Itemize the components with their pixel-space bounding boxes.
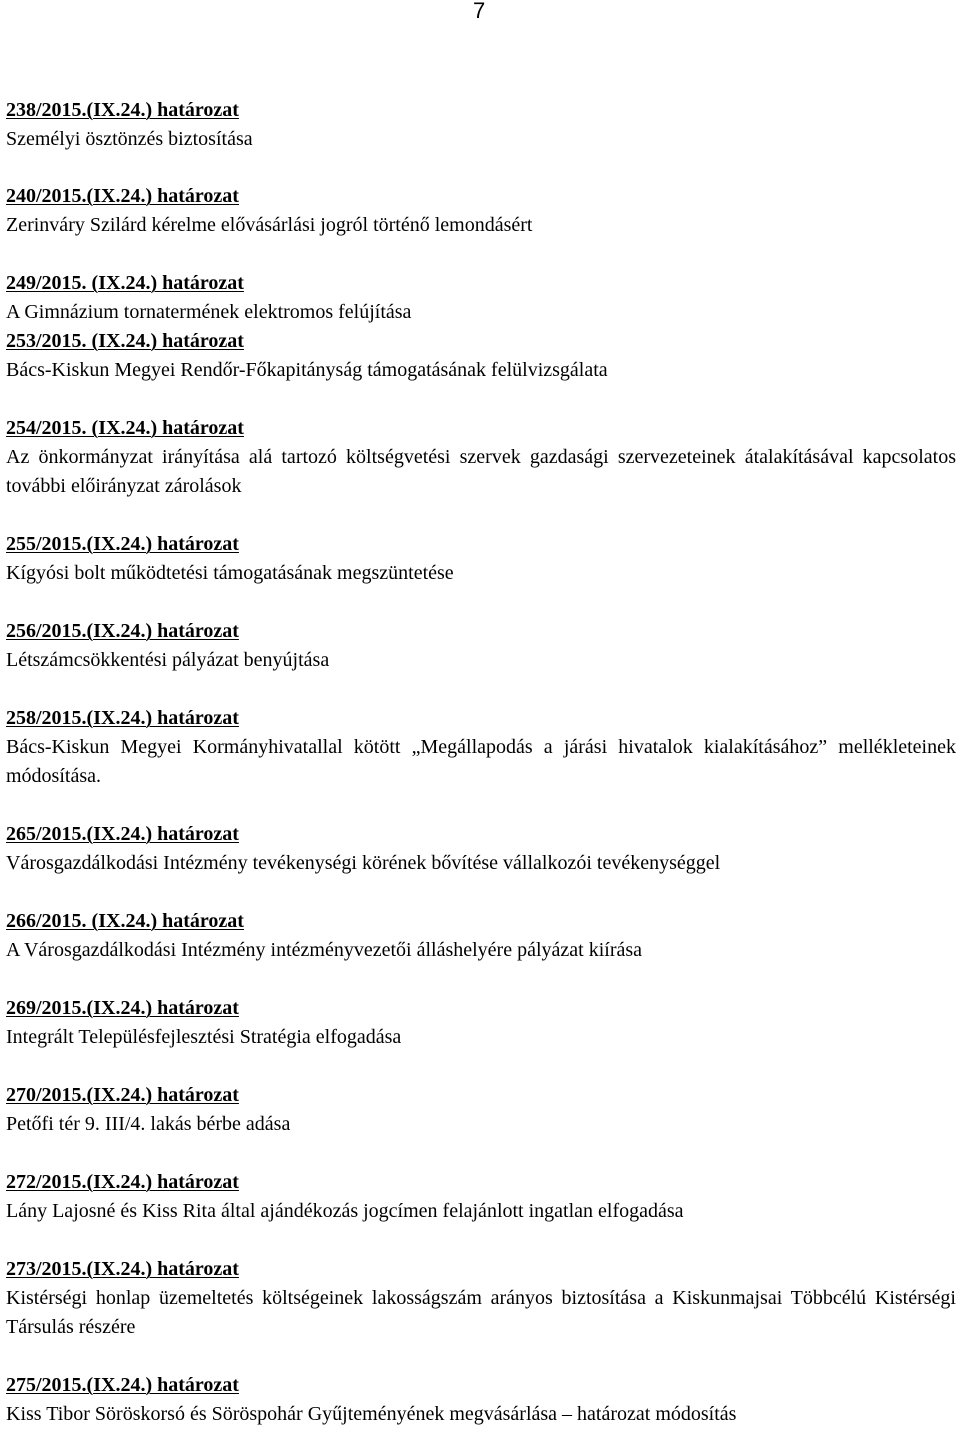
resolution-subject: Lány Lajosné és Kiss Rita által ajándékozás jogcímen felajánlott ingatlan elfogadása: [6, 1200, 684, 1222]
resolution-title: 272/2015.(IX.24.) határozat: [6, 1171, 239, 1193]
resolution-subject: Kígyósi bolt működtetési támogatásának megszüntetése: [6, 562, 454, 584]
resolution-title: 256/2015.(IX.24.) határozat: [6, 620, 239, 642]
resolution-subject: Létszámcsökkentési pályázat benyújtása: [6, 649, 330, 671]
resolution-entry: [6, 617, 956, 675]
resolution-title: 238/2015.(IX.24.) határozat: [6, 99, 239, 121]
resolution-entry: [6, 1168, 956, 1226]
resolution-subject: Petőfi tér 9. III/4. lakás bérbe adása: [6, 1113, 291, 1135]
resolution-subject: A Gimnázium tornatermének elektromos felújítása: [6, 301, 412, 323]
resolution-title: 266/2015. (IX.24.) határozat: [6, 910, 244, 932]
resolution-entry: [6, 704, 956, 791]
resolution-subject: Személyi ösztönzés biztosítása: [6, 128, 253, 150]
resolution-entry: [6, 994, 956, 1052]
resolution-subject: Integrált Településfejlesztési Stratégia elfogadása: [6, 1026, 402, 1048]
resolution-subject: Kistérségi honlap üzemeltetés költségeinek lakosságszám arányos biztosítása a Kiskunmajsai Többcélú Kistérségi Társulás részére: [6, 1287, 956, 1338]
resolution-entry: [6, 907, 956, 965]
resolution-entry: [6, 820, 956, 878]
resolution-entry: [6, 327, 956, 385]
resolution-title: 273/2015.(IX.24.) határozat: [6, 1258, 239, 1280]
resolution-title: 249/2015. (IX.24.) határozat: [6, 272, 244, 294]
resolution-title: 275/2015.(IX.24.) határozat: [6, 1374, 239, 1396]
resolution-title: 255/2015.(IX.24.) határozat: [6, 533, 239, 555]
resolution-subject: Bács-Kiskun Megyei Rendőr-Főkapitányság támogatásának felülvizsgálata: [6, 359, 608, 381]
resolution-title: 254/2015. (IX.24.) határozat: [6, 417, 244, 439]
resolution-title: 253/2015. (IX.24.) határozat: [6, 330, 244, 352]
resolution-entry: [6, 96, 956, 154]
resolution-subject: Bács-Kiskun Megyei Kormányhivatallal kötött „Megállapodás a járási hivatalok kialakításához” mellékleteinek módosítása.: [6, 736, 956, 787]
resolution-title: 269/2015.(IX.24.) határozat: [6, 997, 239, 1019]
resolution-entry: [6, 1255, 956, 1342]
resolution-entry: [6, 414, 956, 501]
resolution-title: 270/2015.(IX.24.) határozat: [6, 1084, 239, 1106]
resolution-entry: [6, 182, 956, 240]
page-number: 7: [473, 0, 486, 23]
resolution-entry: [6, 269, 956, 327]
resolution-title: 240/2015.(IX.24.) határozat: [6, 185, 239, 207]
resolution-entry: [6, 1081, 956, 1139]
resolution-entry: [6, 530, 956, 588]
resolution-subject: Zerinváry Szilárd kérelme elővásárlási jogról történő lemondásért: [6, 214, 533, 236]
resolution-title: 265/2015.(IX.24.) határozat: [6, 823, 239, 845]
resolution-subject: Kiss Tibor Söröskorsó és Söröspohár Gyűjteményének megvásárlása – határozat módosítás: [6, 1403, 737, 1425]
resolution-title: 258/2015.(IX.24.) határozat: [6, 707, 239, 729]
resolution-entry: [6, 1371, 956, 1429]
resolution-subject: A Városgazdálkodási Intézmény intézményvezetői álláshelyére pályázat kiírása: [6, 939, 643, 961]
resolution-subject: Az önkormányzat irányítása alá tartozó költségvetési szervek gazdasági szervezeteinek átalakításával kapcsolatos további előirányzat zárolások: [6, 446, 956, 497]
resolution-subject: Városgazdálkodási Intézmény tevékenységi körének bővítése vállalkozói tevékenységgel: [6, 852, 721, 874]
